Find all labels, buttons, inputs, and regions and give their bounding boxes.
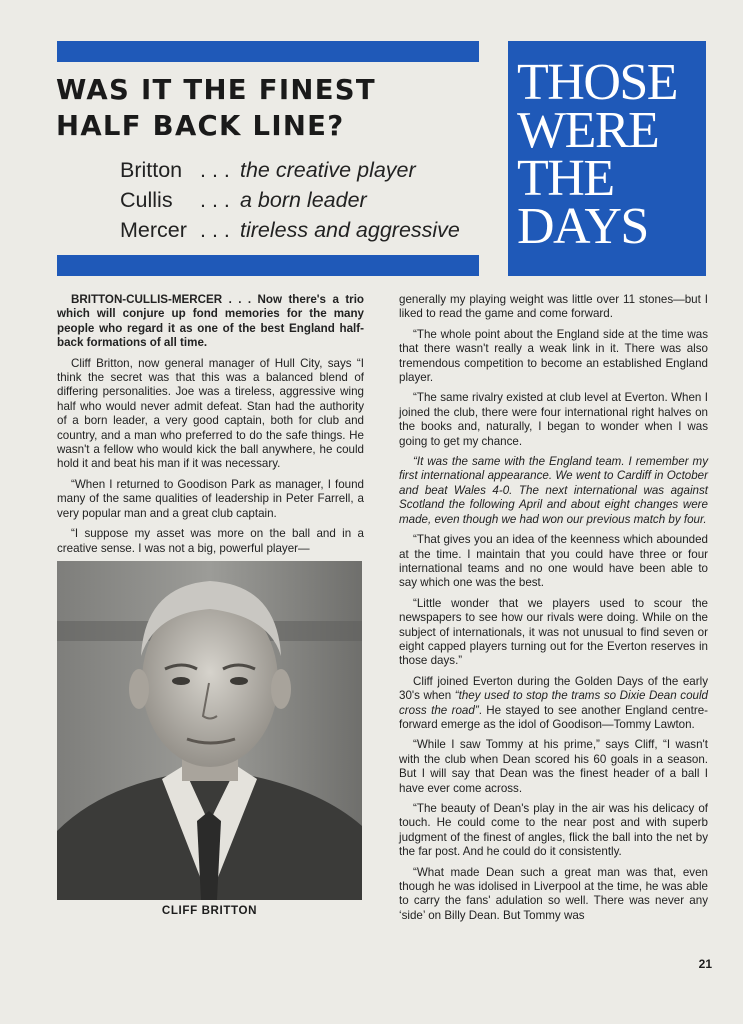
article-left-column [57,293,364,562]
article-paragraph: Cliff Britton, now general manager of Hull City, says “I think the secret was that this was a balanced blend of differing personalities. Joe was a tireless, aggressive wing half who would never admit defeat. Stan had the authority of a born leader, a very good captain, both for club and country, and a man who preferred to do the safe things. He wasn't a fellow who would kick the ball anywhere, he could hold it and beat his man if it was necessary. [57,356,364,471]
article-paragraph: “When I returned to Goodison Park as manager, I found many of the same qualities of leadership in Peter Farrell, a very popular man and a great club captain. [57,477,364,520]
article-paragraph: “While I saw Tommy at his prime,” says Cliff, “I wasn't with the club when Dean scored his 60 goals in a season. But I will say that Dean was the finest header of a ball I have ever come across. [399,738,708,795]
article-right-column [399,293,708,929]
role-player-name: Mercer [120,218,187,242]
article-lead-paragraph: BRITTON-CULLIS-MERCER . . . Now there's a trio which will conjure up fond memories for the many people who regard it as one of the best England half-back formations of all time. [57,293,364,350]
badge-line: THE [517,150,614,207]
series-title-badge [508,41,706,276]
article-paragraph: “The same rivalry existed at club level at Everton. When I joined the club, there were four international right halves on the books and, naturally, I began to wonder when I was going to get my chance. [399,391,708,448]
role-row [120,215,490,245]
headline-line-2: HALF BACK LINE? [56,110,345,142]
badge-line: DAYS [517,198,648,255]
role-dots: . . . [200,188,230,212]
article-paragraph: “It was the same with the England team. I remember my first international appearance. We went to Cardiff in October and beat Wales 4-0. The next international was against Scotland the following April and about eight changes were made, even though we had won our previous match by four. [399,455,708,526]
role-dots: . . . [200,158,230,182]
role-player-name: Britton [120,158,183,182]
portrait-illustration [57,561,362,900]
headline [56,72,476,144]
badge-line: THOSE [517,54,678,111]
article-text: Cliff joined Everton during the Golden Days of the early 30's when [399,674,708,703]
article-text: . He stayed to see another England centre-forward emerge as the idol of Goodison—Tommy Lawton. [399,703,709,731]
bottom-accent-bar [57,255,479,276]
photo-caption: CLIFF BRITTON [161,904,258,917]
role-description: the creative player [240,158,416,182]
article-paragraph: “What made Dean such a great man was that, even though he was idolised in Liverpool at the time, he was able to carry the fans' adulation so well. There was never any ‘side’ on Billy Dean. But Tommy was [399,865,708,922]
article-paragraph: “The whole point about the England side at the time was that there wasn't really a weak link in it. There was also tremendous competition to become an established England player. [399,327,708,385]
quoted-text: “they used to stop the trams so Dixie Dean could cross the road” [399,689,708,717]
role-description: tireless and aggressive [240,218,460,242]
article-paragraph: “I suppose my asset was more on the ball and in a creative sense. I was not a big, powerful player— [57,527,364,555]
portrait-photo [57,561,362,900]
role-row [120,185,490,215]
article-paragraph: “Little wonder that we players used to scour the newspapers to see how our rivals were doing. While on the subject of internationals, it was not unusual to find seven or eight capped players turning out for the Everton reserves in those days.” [399,596,708,668]
top-accent-bar [57,41,479,62]
article-paragraph: “The beauty of Dean's play in the air was his delicacy of touch. He could come to the near post and with superb judgment of the finest of angles, flick the ball into the net by the far post. And he could do it consistently. [399,802,708,859]
headline-line-1: WAS IT THE FINEST [56,74,376,106]
role-row [120,155,490,185]
player-roles-list [120,155,490,245]
article-paragraph [399,675,708,733]
article-paragraph: “That gives you an idea of the keenness which abounded at the time. I maintain that you could have three or four international teams and no one would have been able to say which one was the best. [399,533,708,590]
badge-line: WERE [517,102,659,159]
article-paragraph: generally my playing weight was little over 11 stones—but I liked to read the game and come forward. [399,293,708,321]
role-player-name: Cullis [120,188,173,212]
page-number: 21 [698,957,712,971]
role-description: a born leader [240,188,367,212]
role-dots: . . . [200,218,230,242]
